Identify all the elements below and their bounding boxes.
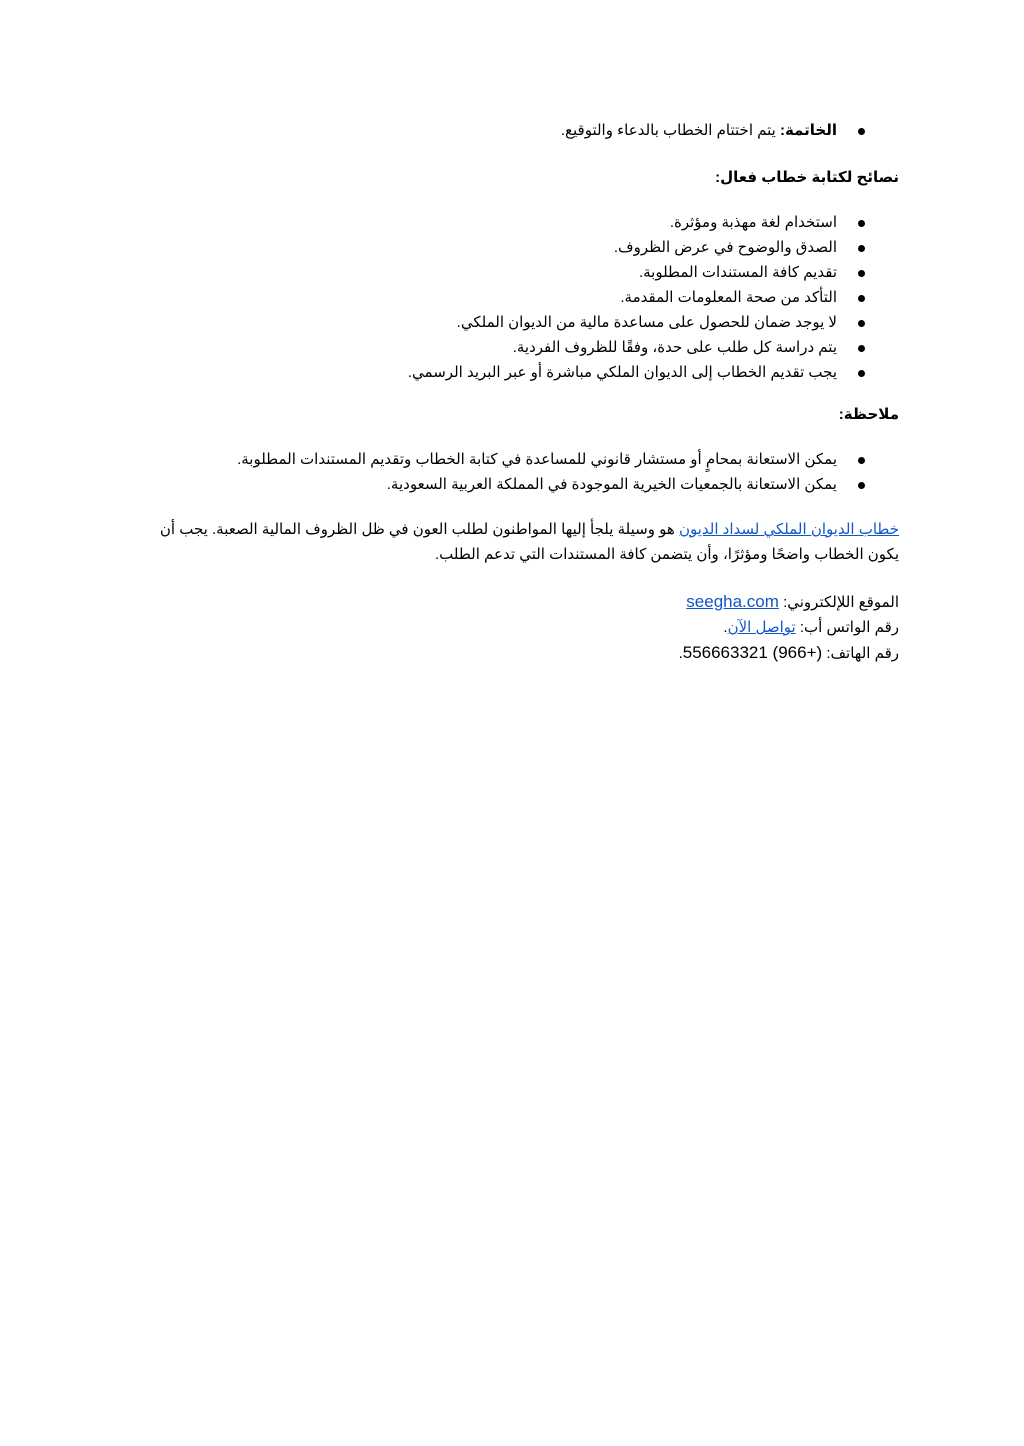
whatsapp-contact-link[interactable]: تواصل الآن [727,619,796,636]
website-link[interactable]: seegha.com [686,592,779,611]
phone-label: رقم الهاتف: [822,645,899,662]
list-item [139,360,899,385]
bullet-icon [858,345,865,352]
tip-text: استخدام لغة مهذبة ومؤثرة. [669,214,837,231]
conclusion-list [139,118,899,143]
bullet-icon [858,320,865,327]
bullet-icon [858,128,865,135]
phone-line [139,640,899,666]
bullet-icon [858,220,865,227]
conclusion-text: يتم اختتام الخطاب بالدعاء والتوقيع. [560,122,780,139]
whatsapp-label: رقم الواتس أب: [795,619,899,636]
list-item [139,210,899,235]
conclusion-label: الخاتمة: [780,122,837,139]
contact-block [139,589,899,666]
summary-paragraph [139,517,899,567]
note-text: يمكن الاستعانة بمحامٍ أو مستشار قانوني للمساعدة في كتابة الخطاب وتقديم المستندات المطلوبة. [237,451,837,468]
note-list [139,447,899,497]
note-heading: ملاحظة: [838,406,899,423]
tip-text: التأكد من صحة المعلومات المقدمة. [620,289,837,306]
tips-heading: نصائح لكتابة خطاب فعال: [715,169,899,186]
tip-text: يتم دراسة كل طلب على حدة، وفقًا للظروف الفردية. [512,339,837,356]
list-item [139,285,899,310]
summary-text: هو وسيلة يلجأ إليها المواطنون لطلب العون في ظل الظروف المالية الصعبة. يجب أن يكون الخطاب واضحًا ومؤثرًا، وأن يتضمن كافة المستندات التي تدعم الطلب. [159,521,899,563]
phone-number: 556663321 (966+) [682,643,823,662]
list-item [139,310,899,335]
bullet-icon [858,295,865,302]
list-item [139,260,899,285]
list-item [139,235,899,260]
phone-suffix: . [678,645,683,662]
tip-text: يجب تقديم الخطاب إلى الديوان الملكي مباشرة أو عبر البريد الرسمي. [407,364,837,381]
tip-text: لا يوجد ضمان للحصول على مساعدة مالية من الديوان الملكي. [456,314,837,331]
tip-text: الصدق والوضوح في عرض الظروف. [613,239,837,256]
note-text: يمكن الاستعانة بالجمعيات الخيرية الموجودة في المملكة العربية السعودية. [386,476,837,493]
bullet-icon [858,370,865,377]
list-item [139,335,899,360]
list-item [139,118,899,143]
bullet-icon [858,245,865,252]
document-content [139,118,899,666]
list-item [139,472,899,497]
royal-court-letter-link[interactable]: خطاب الديوان الملكي لسداد الديون [678,521,899,538]
bullet-icon [858,457,865,464]
list-item [139,447,899,472]
tip-text: تقديم كافة المستندات المطلوبة. [638,264,837,281]
bullet-icon [858,270,865,277]
website-label: الموقع اللإلكتروني: [778,594,899,611]
whatsapp-line [139,615,899,640]
website-line [139,589,899,615]
whatsapp-suffix: . [723,619,728,636]
bullet-icon [858,482,865,489]
tips-list [139,210,899,385]
